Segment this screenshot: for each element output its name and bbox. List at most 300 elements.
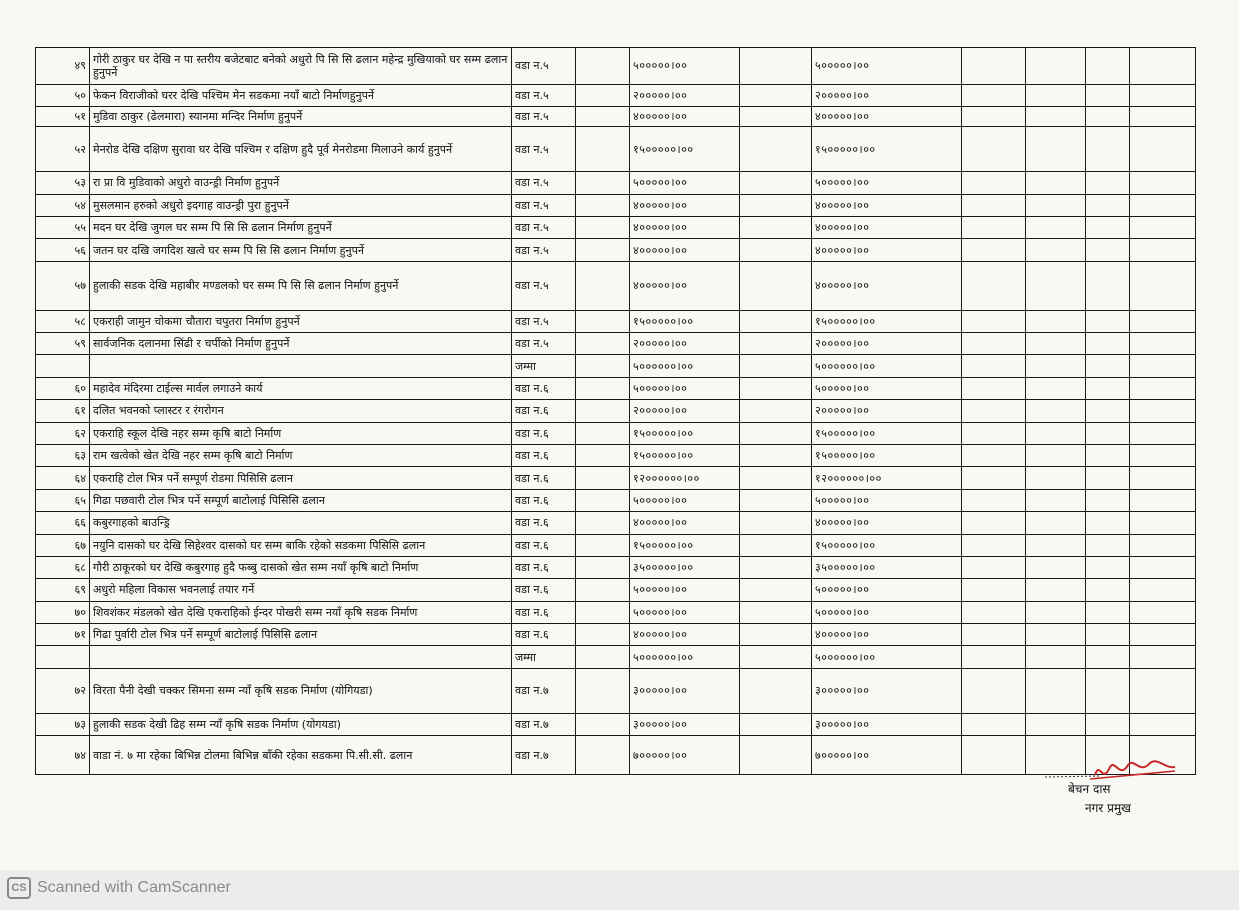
empty-cell (962, 624, 1026, 646)
empty-cell (576, 467, 630, 489)
serial-number (36, 355, 90, 377)
project-description: मुसलमान हरुको अधुरो इदगाह वाउन्ड्री पुरा हुनुपर्ने (90, 194, 512, 216)
project-description: दलित भवनको प्लास्टर र रंगरोगन (90, 400, 512, 422)
empty-cell (576, 333, 630, 355)
empty-cell (740, 624, 812, 646)
empty-cell (740, 194, 812, 216)
serial-number: ७१ (36, 624, 90, 646)
empty-cell (1086, 355, 1130, 377)
empty-cell (576, 624, 630, 646)
empty-cell (962, 48, 1026, 85)
empty-cell (962, 736, 1026, 775)
ward-number: वडा न.६ (512, 534, 576, 556)
empty-cell (1026, 400, 1086, 422)
table-row (36, 400, 1196, 422)
empty-cell (1026, 512, 1086, 534)
serial-number: ६५ (36, 489, 90, 511)
serial-number: ७० (36, 601, 90, 623)
project-description: गौरी ठाकूरको घर देखि कबुरगाह हुदै फब्बु दासको खेत सम्म नयाँ कृषि बाटो निर्माण (90, 556, 512, 578)
empty-cell (576, 107, 630, 127)
empty-cell (962, 239, 1026, 261)
serial-number: ६९ (36, 579, 90, 601)
budget-amount: २०००००।०० (630, 400, 740, 422)
empty-cell (1026, 713, 1086, 735)
approved-amount: ५००००००।०० (812, 646, 962, 668)
approved-amount: ४०००००।०० (812, 624, 962, 646)
project-description: एकराहि टोल भित्र पर्ने सम्पूर्ण रोडमा पिसिसि ढलान (90, 467, 512, 489)
table-row (36, 194, 1196, 216)
table-row (36, 127, 1196, 172)
ward-number: वडा न.५ (512, 261, 576, 310)
empty-cell (740, 534, 812, 556)
approved-amount: २०००००।०० (812, 333, 962, 355)
budget-amount: ५०००००।०० (630, 579, 740, 601)
ward-number: वडा न.५ (512, 48, 576, 85)
approved-amount: ४०००००।०० (812, 512, 962, 534)
approved-amount: १५०००००।०० (812, 127, 962, 172)
approved-amount: १२००००००।०० (812, 467, 962, 489)
empty-cell (1086, 556, 1130, 578)
empty-cell (576, 48, 630, 85)
ward-number: वडा न.६ (512, 422, 576, 444)
empty-cell (1026, 172, 1086, 194)
approved-amount: ४०००००।०० (812, 261, 962, 310)
empty-cell (576, 84, 630, 106)
empty-cell (962, 194, 1026, 216)
approved-amount: ४०००००।०० (812, 107, 962, 127)
table-row (36, 646, 1196, 668)
empty-cell (1026, 48, 1086, 85)
ward-number: वडा न.६ (512, 377, 576, 399)
empty-cell (1130, 48, 1196, 85)
table-row (36, 736, 1196, 775)
budget-table (35, 47, 1195, 775)
empty-cell (1086, 668, 1130, 713)
empty-cell (740, 107, 812, 127)
ward-number: वडा न.६ (512, 467, 576, 489)
empty-cell (576, 127, 630, 172)
empty-cell (1086, 646, 1130, 668)
empty-cell (962, 489, 1026, 511)
empty-cell (740, 84, 812, 106)
empty-cell (962, 534, 1026, 556)
serial-number: ६८ (36, 556, 90, 578)
empty-cell (962, 422, 1026, 444)
empty-cell (740, 467, 812, 489)
empty-cell (740, 646, 812, 668)
empty-cell (576, 579, 630, 601)
empty-cell (1130, 107, 1196, 127)
empty-cell (962, 107, 1026, 127)
ward-number: वडा न.५ (512, 310, 576, 332)
empty-cell (1130, 534, 1196, 556)
empty-cell (740, 601, 812, 623)
empty-cell (576, 355, 630, 377)
ward-number: वडा न.६ (512, 400, 576, 422)
empty-cell (576, 556, 630, 578)
serial-number: ६६ (36, 512, 90, 534)
empty-cell (1026, 534, 1086, 556)
table-row (36, 377, 1196, 399)
empty-cell (1086, 172, 1130, 194)
empty-cell (740, 239, 812, 261)
serial-number: ७४ (36, 736, 90, 775)
empty-cell (1086, 534, 1130, 556)
serial-number: ५४ (36, 194, 90, 216)
empty-cell (740, 713, 812, 735)
empty-cell (740, 668, 812, 713)
empty-cell (962, 579, 1026, 601)
empty-cell (1026, 310, 1086, 332)
empty-cell (1026, 107, 1086, 127)
empty-cell (576, 601, 630, 623)
empty-cell (1130, 355, 1196, 377)
empty-cell (1130, 194, 1196, 216)
serial-number (36, 646, 90, 668)
empty-cell (1026, 261, 1086, 310)
empty-cell (740, 355, 812, 377)
approved-amount: ४०००००।०० (812, 216, 962, 238)
empty-cell (740, 377, 812, 399)
empty-cell (576, 239, 630, 261)
ward-number: वडा न.६ (512, 601, 576, 623)
empty-cell (1086, 107, 1130, 127)
empty-cell (1130, 239, 1196, 261)
approved-amount: ३०००००।०० (812, 668, 962, 713)
budget-amount: ४०००००।०० (630, 194, 740, 216)
project-description: हुलाकी सडक देखि महाबीर मण्डलको घर सम्म पि सि सि ढलान निर्माण हुनुपर्ने (90, 261, 512, 310)
empty-cell (740, 556, 812, 578)
budget-amount: ४०००००।०० (630, 261, 740, 310)
empty-cell (1086, 194, 1130, 216)
empty-cell (1086, 467, 1130, 489)
serial-number: ५५ (36, 216, 90, 238)
empty-cell (1026, 668, 1086, 713)
empty-cell (576, 194, 630, 216)
approved-amount: ३०००००।०० (812, 713, 962, 735)
empty-cell (740, 172, 812, 194)
camscanner-watermark (7, 877, 231, 899)
watermark-text: Scanned with CamScanner (37, 879, 231, 896)
project-description: हुलाकी सडक देखी ढिह सम्म न्याँ कृषि सडक निर्माण (योगयडा) (90, 713, 512, 735)
empty-cell (1130, 601, 1196, 623)
empty-cell (962, 216, 1026, 238)
empty-cell (740, 512, 812, 534)
serial-number: ६२ (36, 422, 90, 444)
budget-amount: १५०००००।०० (630, 422, 740, 444)
table-row (36, 84, 1196, 106)
budget-amount: ५०००००।०० (630, 489, 740, 511)
table-row (36, 668, 1196, 713)
empty-cell (1086, 310, 1130, 332)
table-row (36, 534, 1196, 556)
budget-amount: १५०००००।०० (630, 310, 740, 332)
empty-cell (1130, 84, 1196, 106)
empty-cell (1086, 239, 1130, 261)
empty-cell (740, 310, 812, 332)
signatory-title: नगर प्रमुख (1085, 801, 1131, 815)
empty-cell (1130, 467, 1196, 489)
empty-cell (1130, 713, 1196, 735)
empty-cell (576, 713, 630, 735)
budget-amount: ४०००००।०० (630, 107, 740, 127)
budget-amount: ५०००००।०० (630, 601, 740, 623)
empty-cell (962, 467, 1026, 489)
approved-amount: १५०००००।०० (812, 422, 962, 444)
project-description (90, 355, 512, 377)
ward-number: वडा न.५ (512, 194, 576, 216)
project-description: सार्वजनिक दलानमा सिंढी र चर्पीको निर्माण हुनुपर्ने (90, 333, 512, 355)
table-row (36, 556, 1196, 578)
approved-amount: ५०००००।०० (812, 377, 962, 399)
empty-cell (1026, 646, 1086, 668)
budget-amount: ३०००००।०० (630, 713, 740, 735)
table-row (36, 216, 1196, 238)
empty-cell (576, 216, 630, 238)
empty-cell (1086, 422, 1130, 444)
table-row (36, 48, 1196, 85)
empty-cell (1026, 194, 1086, 216)
approved-amount: ४०००००।०० (812, 194, 962, 216)
table-row (36, 172, 1196, 194)
signatory-name: बेचन दास (1068, 782, 1111, 796)
empty-cell (740, 333, 812, 355)
empty-cell (1130, 444, 1196, 466)
approved-amount: १५०००००।०० (812, 444, 962, 466)
empty-cell (962, 377, 1026, 399)
budget-amount: २०००००।०० (630, 333, 740, 355)
project-description: एकराहि स्कूल देखि नहर सम्म कृषि बाटो निर्माण (90, 422, 512, 444)
serial-number: ५७ (36, 261, 90, 310)
table-row (36, 713, 1196, 735)
project-description: एकराही जामुन चोकमा चौतारा चपुतरा निर्माण हुनुपर्ने (90, 310, 512, 332)
table-row (36, 261, 1196, 310)
empty-cell (576, 172, 630, 194)
approved-amount: २०००००।०० (812, 84, 962, 106)
project-description (90, 646, 512, 668)
empty-cell (1026, 333, 1086, 355)
serial-number: ५३ (36, 172, 90, 194)
budget-amount: ५०००००।०० (630, 172, 740, 194)
serial-number: ६३ (36, 444, 90, 466)
empty-cell (1026, 467, 1086, 489)
empty-cell (1130, 422, 1196, 444)
empty-cell (1130, 400, 1196, 422)
empty-cell (1130, 646, 1196, 668)
table-row (36, 107, 1196, 127)
budget-amount: ४०००००।०० (630, 239, 740, 261)
empty-cell (1086, 624, 1130, 646)
empty-cell (1086, 713, 1130, 735)
empty-cell (1130, 127, 1196, 172)
budget-amount: ५००००००।०० (630, 646, 740, 668)
project-description: जतन घर दखि जगदिश खत्वे घर सम्म पि सि सि ढलान निर्माण हुनुपर्ने (90, 239, 512, 261)
empty-cell (576, 444, 630, 466)
ward-number: वडा न.६ (512, 556, 576, 578)
ward-number: वडा न.५ (512, 216, 576, 238)
empty-cell (740, 444, 812, 466)
project-description: मुडिवा ठाकुर (ढेलमारा) स्यानमा मन्दिर निर्माण हुनुपर्ने (90, 107, 512, 127)
empty-cell (1086, 84, 1130, 106)
budget-amount: १५०००००।०० (630, 127, 740, 172)
approved-amount: ५०००००।०० (812, 48, 962, 85)
empty-cell (1026, 489, 1086, 511)
empty-cell (1086, 261, 1130, 310)
ward-number: वडा न.६ (512, 444, 576, 466)
approved-amount: २०००००।०० (812, 400, 962, 422)
serial-number: ५९ (36, 333, 90, 355)
empty-cell (576, 668, 630, 713)
empty-cell (1026, 556, 1086, 578)
ward-number: वडा न.६ (512, 512, 576, 534)
empty-cell (962, 556, 1026, 578)
empty-cell (962, 713, 1026, 735)
empty-cell (740, 48, 812, 85)
empty-cell (1130, 172, 1196, 194)
project-description: नयुनि दासको घर देखि सिहेश्वर दासको घर सम्म बाकि रहेको सडकमा पिसिसि ढलान (90, 534, 512, 556)
empty-cell (1086, 377, 1130, 399)
empty-cell (1026, 601, 1086, 623)
table-row (36, 444, 1196, 466)
empty-cell (1026, 377, 1086, 399)
empty-cell (962, 601, 1026, 623)
camscanner-logo-icon: CS (7, 877, 31, 899)
empty-cell (1130, 579, 1196, 601)
empty-cell (1086, 216, 1130, 238)
budget-amount: ४०००००।०० (630, 512, 740, 534)
approved-amount: ३५०००००।०० (812, 556, 962, 578)
empty-cell (1130, 489, 1196, 511)
empty-cell (1086, 333, 1130, 355)
empty-cell (1026, 355, 1086, 377)
empty-cell (1026, 422, 1086, 444)
project-description: शिवशंकर मंडलको खेत देखि एकराहिको ईन्दर पोखरी सम्म नयाँ कृषि सडक निर्माण (90, 601, 512, 623)
table-row (36, 512, 1196, 534)
serial-number: ६७ (36, 534, 90, 556)
ward-number: जम्मा (512, 646, 576, 668)
budget-amount: १२००००००।०० (630, 467, 740, 489)
serial-number: ५१ (36, 107, 90, 127)
serial-number: ५६ (36, 239, 90, 261)
serial-number: ६० (36, 377, 90, 399)
ward-number: वडा न.५ (512, 127, 576, 172)
empty-cell (740, 579, 812, 601)
empty-cell (740, 261, 812, 310)
empty-cell (1026, 239, 1086, 261)
empty-cell (1026, 216, 1086, 238)
project-description: गोरी ठाकुर घर देखि न पा स्तरीय बजेटबाट बनेको अधुरो पि सि सि ढलान महेन्द्र मुखियाको घर सम्म ढलान हुनुपर्ने (90, 48, 512, 85)
ward-number: वडा न.५ (512, 84, 576, 106)
empty-cell (740, 489, 812, 511)
empty-cell (1130, 377, 1196, 399)
empty-cell (1130, 668, 1196, 713)
table-row (36, 333, 1196, 355)
serial-number: ७२ (36, 668, 90, 713)
empty-cell (1086, 48, 1130, 85)
approved-amount: १५०००००।०० (812, 310, 962, 332)
empty-cell (962, 333, 1026, 355)
ward-number: वडा न.६ (512, 624, 576, 646)
project-description: गिढा पुर्वारी टोल भित्र पर्ने सम्पूर्ण बाटोलाई पिसिसि ढलान (90, 624, 512, 646)
empty-cell (1086, 579, 1130, 601)
empty-cell (962, 127, 1026, 172)
approved-amount: ५०००००।०० (812, 601, 962, 623)
budget-amount: ३०००००।०० (630, 668, 740, 713)
empty-cell (576, 377, 630, 399)
ward-number: वडा न.७ (512, 736, 576, 775)
approved-amount: ५००००००।०० (812, 355, 962, 377)
empty-cell (576, 646, 630, 668)
approved-amount: ७०००००।०० (812, 736, 962, 775)
empty-cell (576, 534, 630, 556)
empty-cell (1130, 216, 1196, 238)
empty-cell (1130, 310, 1196, 332)
empty-cell (1130, 624, 1196, 646)
table-row (36, 422, 1196, 444)
empty-cell (1086, 512, 1130, 534)
project-description: मेनरोड देखि दक्षिण सुरावा घर देखि पश्चिम र दक्षिण हुदै पूर्व मेनरोडमा मिलाउने कार्य हुनुपर्ने (90, 127, 512, 172)
budget-amount: १५०००००।०० (630, 534, 740, 556)
budget-amount: ४०००००।०० (630, 216, 740, 238)
empty-cell (962, 668, 1026, 713)
project-description: महादेव मंदिरमा टाईल्स मार्वल लगाउने कार्य (90, 377, 512, 399)
table-row (36, 467, 1196, 489)
empty-cell (1026, 579, 1086, 601)
empty-cell (1086, 601, 1130, 623)
table-row (36, 310, 1196, 332)
empty-cell (962, 261, 1026, 310)
ward-number: वडा न.७ (512, 668, 576, 713)
serial-number: ४९ (36, 48, 90, 85)
budget-amount: ५००००००।०० (630, 355, 740, 377)
empty-cell (962, 172, 1026, 194)
budget-amount: ३५०००००।०० (630, 556, 740, 578)
empty-cell (962, 355, 1026, 377)
empty-cell (740, 127, 812, 172)
project-description: अधुरो महिला विकास भवनलाई तयार गर्ने (90, 579, 512, 601)
empty-cell (576, 261, 630, 310)
serial-number: ६४ (36, 467, 90, 489)
empty-cell (740, 400, 812, 422)
budget-amount: ५०००००।०० (630, 48, 740, 85)
approved-amount: ४०००००।०० (812, 239, 962, 261)
table-row (36, 601, 1196, 623)
table-row (36, 579, 1196, 601)
project-description: विरता पैनी देखी चक्कर सिमना सम्म न्याँ कृषि सडक निर्माण (योगियडा) (90, 668, 512, 713)
empty-cell (1086, 444, 1130, 466)
empty-cell (962, 400, 1026, 422)
serial-number: ७३ (36, 713, 90, 735)
empty-cell (1026, 127, 1086, 172)
empty-cell (740, 216, 812, 238)
table-row (36, 489, 1196, 511)
project-description: फेकन विराजीको घरर देखि पश्चिम मेन सडकमा नयाँ बाटो निर्माणहुनुपर्ने (90, 84, 512, 106)
project-description: कबुरगाहको बाउन्ड्रि (90, 512, 512, 534)
empty-cell (740, 736, 812, 775)
budget-table-grid (35, 47, 1196, 775)
budget-amount: ७०००००।०० (630, 736, 740, 775)
empty-cell (1130, 556, 1196, 578)
table-row (36, 355, 1196, 377)
serial-number: ६१ (36, 400, 90, 422)
empty-cell (576, 310, 630, 332)
empty-cell (962, 512, 1026, 534)
ward-number: वडा न.५ (512, 107, 576, 127)
empty-cell (740, 422, 812, 444)
ward-number: वडा न.६ (512, 489, 576, 511)
approved-amount: १५०००००।०० (812, 534, 962, 556)
empty-cell (962, 84, 1026, 106)
